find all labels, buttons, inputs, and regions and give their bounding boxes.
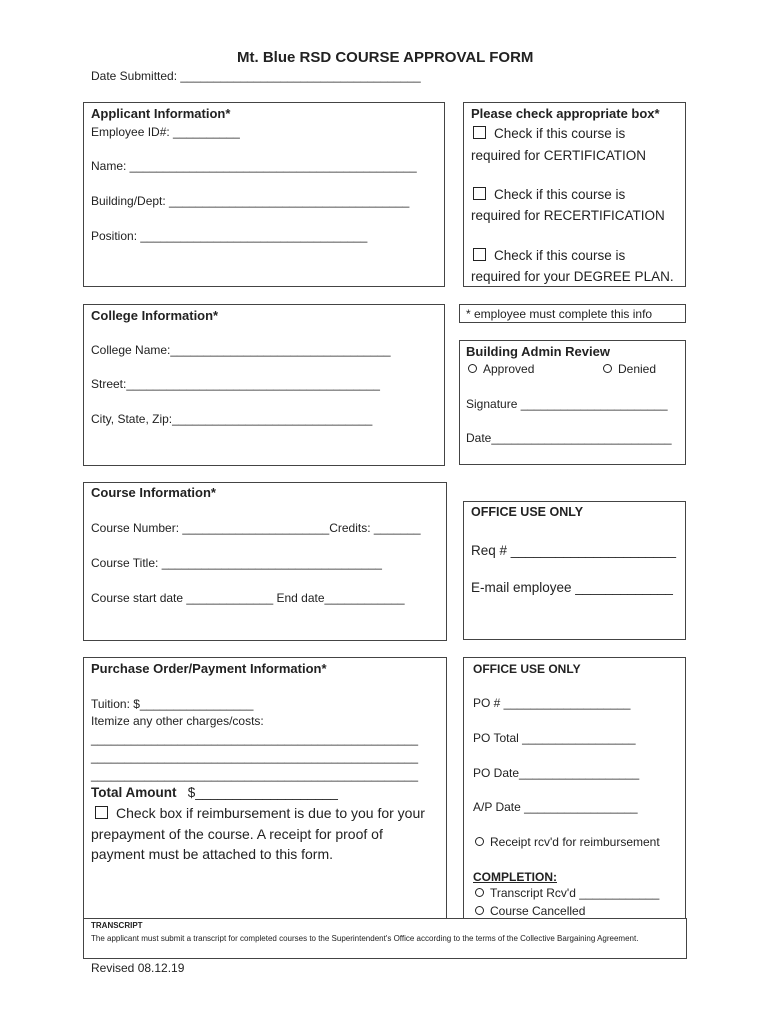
- payment-heading: Purchase Order/Payment Information*: [91, 661, 327, 676]
- certification-checkbox[interactable]: [473, 126, 486, 139]
- option-recertification-line2: required for RECERTIFICATION: [471, 208, 665, 223]
- reimbursement-label: Check box if reimbursement is due to you for your: [116, 805, 425, 821]
- req-field[interactable]: Req # ______________________: [471, 543, 676, 558]
- office-use-heading-1: OFFICE USE ONLY: [471, 505, 584, 519]
- course-title-field[interactable]: Course Title: _________________________________: [91, 556, 382, 570]
- transcript-text: The applicant must submit a transcript for completed courses to the Superintendent's Office according to the terms of the Collective Bargaining Agreement.: [91, 934, 639, 943]
- course-dates-field[interactable]: Course start date _____________ End date____________: [91, 591, 405, 605]
- approved-radio[interactable]: [468, 364, 477, 373]
- degree-plan-checkbox[interactable]: [473, 248, 486, 261]
- employee-id-field[interactable]: Employee ID#: __________: [91, 125, 240, 139]
- transcript-rcvd-option[interactable]: [475, 886, 659, 900]
- option-degree-plan-line2: required for your DEGREE PLAN.: [471, 269, 674, 284]
- reimbursement-option[interactable]: [95, 805, 425, 821]
- denied-radio[interactable]: [603, 364, 612, 373]
- total-amount-field[interactable]: [91, 785, 338, 800]
- office-use-heading-2: OFFICE USE ONLY: [473, 662, 581, 676]
- office-use-box-1: [463, 501, 686, 640]
- transcript-heading: TRANSCRIPT: [91, 921, 143, 930]
- charges-line-2[interactable]: _________________________________________________: [91, 750, 419, 764]
- receipt-radio[interactable]: [475, 837, 484, 846]
- course-number-credits-field[interactable]: Course Number: ______________________Credits: _______: [91, 521, 421, 535]
- denied-label: Denied: [618, 362, 657, 376]
- admin-date-field[interactable]: Date___________________________: [466, 431, 672, 445]
- transcript-rcvd-label: Transcript Rcv'd ____________: [490, 886, 660, 900]
- signature-field[interactable]: Signature ______________________: [466, 397, 668, 411]
- charges-line-3[interactable]: _________________________________________________: [91, 768, 419, 782]
- course-cancelled-radio[interactable]: [475, 906, 484, 915]
- applicant-heading: Applicant Information*: [91, 106, 231, 121]
- email-employee-field[interactable]: E-mail employee _____________: [471, 580, 673, 595]
- building-admin-heading: Building Admin Review: [466, 344, 610, 359]
- course-heading: Course Information*: [91, 485, 216, 500]
- option-certification[interactable]: [473, 126, 625, 141]
- option-recertification[interactable]: [473, 187, 625, 202]
- completion-heading: COMPLETION:: [473, 870, 557, 884]
- approved-label: Approved: [483, 362, 535, 376]
- option-degree-plan-label: Check if this course is: [494, 248, 626, 263]
- city-state-zip-field[interactable]: City, State, Zip:______________________________: [91, 412, 373, 426]
- itemize-label: Itemize any other charges/costs:: [91, 714, 264, 728]
- po-number-field[interactable]: PO # ___________________: [473, 696, 631, 710]
- check-heading: Please check appropriate box*: [471, 106, 660, 121]
- recertification-checkbox[interactable]: [473, 187, 486, 200]
- reimbursement-line-3: payment must be attached to this form.: [91, 846, 334, 862]
- total-amount-label: Total Amount: [91, 785, 177, 800]
- course-cancelled-label: Course Cancelled: [490, 904, 586, 918]
- date-submitted-field[interactable]: Date Submitted: ____________________________________: [91, 69, 421, 83]
- college-heading: College Information*: [91, 308, 219, 323]
- college-name-field[interactable]: College Name:_________________________________: [91, 343, 391, 357]
- reimbursement-line-2: prepayment of the course. A receipt for proof of: [91, 826, 383, 842]
- receipt-option[interactable]: [475, 835, 660, 849]
- option-degree-plan[interactable]: [473, 248, 625, 263]
- option-recertification-label: Check if this course is: [494, 187, 626, 202]
- transcript-rcvd-radio[interactable]: [475, 888, 484, 897]
- name-field[interactable]: Name: ___________________________________________: [91, 159, 417, 173]
- approved-option[interactable]: [468, 362, 534, 376]
- total-amount-blank: $___________________: [187, 785, 338, 800]
- employee-note: * employee must complete this info: [466, 307, 653, 321]
- ap-date-field[interactable]: A/P Date _________________: [473, 800, 638, 814]
- option-certification-line2: required for CERTIFICATION: [471, 148, 647, 163]
- charges-line-1[interactable]: _________________________________________________: [91, 732, 419, 746]
- denied-option[interactable]: [603, 362, 656, 376]
- receipt-label: Receipt rcv'd for reimbursement: [490, 835, 660, 849]
- page-title: Mt. Blue RSD COURSE APPROVAL FORM: [237, 49, 534, 66]
- building-dept-field[interactable]: Building/Dept: ____________________________________: [91, 194, 410, 208]
- position-field[interactable]: Position: __________________________________: [91, 229, 368, 243]
- tuition-field[interactable]: Tuition: $_________________: [91, 697, 254, 711]
- po-date-field[interactable]: PO Date__________________: [473, 766, 640, 780]
- po-total-field[interactable]: PO Total _________________: [473, 731, 636, 745]
- option-certification-label: Check if this course is: [494, 126, 626, 141]
- course-cancelled-option[interactable]: [475, 904, 585, 918]
- reimbursement-checkbox[interactable]: [95, 806, 108, 819]
- revised-date: Revised 08.12.19: [91, 961, 185, 975]
- street-field[interactable]: Street:______________________________________: [91, 377, 380, 391]
